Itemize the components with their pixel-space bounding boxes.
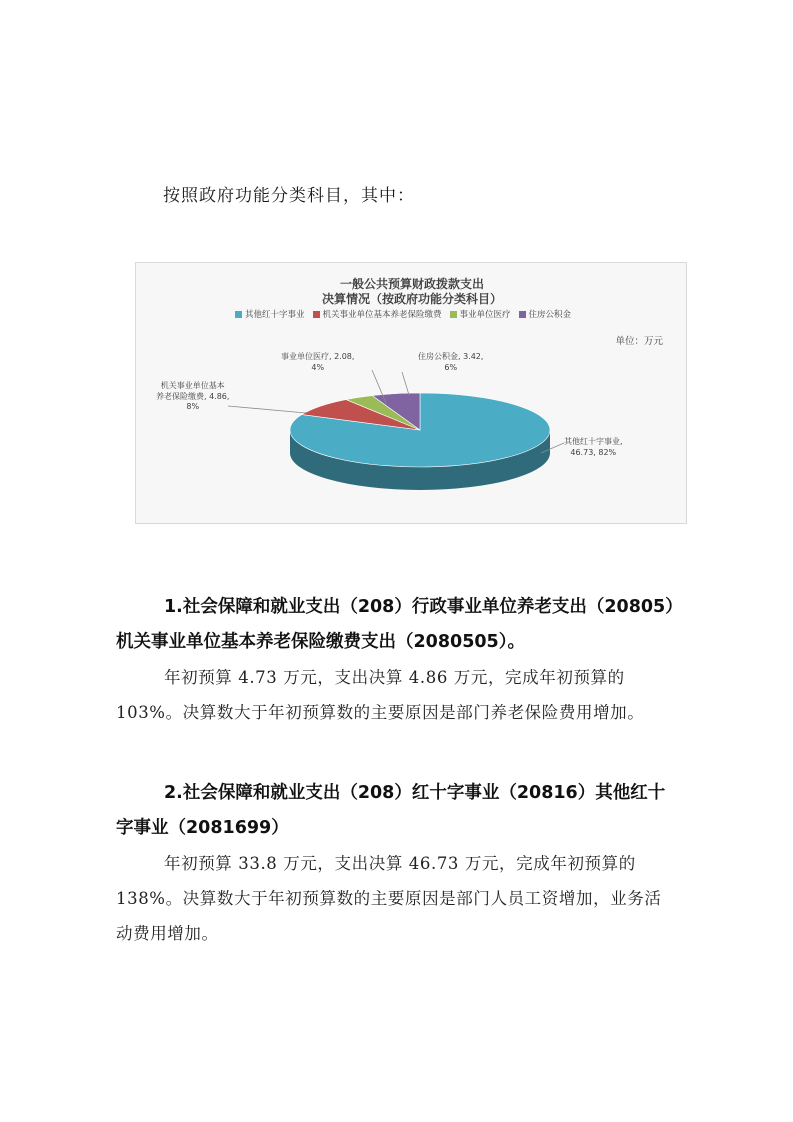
- legend-item-housing: [519, 308, 572, 320]
- data-label-text: 6%: [444, 362, 458, 372]
- legend-item-red-cross: [235, 308, 305, 320]
- legend-item-pension: [313, 308, 442, 320]
- data-label-text: 住房公积金, 3.42,: [418, 352, 484, 361]
- data-label-text: 养老保险缴费, 4.86,: [156, 391, 230, 401]
- leader-line: [402, 372, 409, 395]
- legend-swatch: [235, 311, 242, 318]
- legend-item-medical: [450, 308, 511, 320]
- section-heading: 1.社会保障和就业支出（208）行政事业单位养老支出（20805）机关事业单位基本养老保险缴费支出（2080505）。: [116, 597, 674, 652]
- legend-swatch: [519, 311, 526, 318]
- leader-line: [228, 406, 306, 413]
- data-label-text: 其他红十字事业,: [564, 437, 623, 446]
- data-label-text: 8%: [186, 402, 200, 411]
- section-pension: [116, 590, 676, 730]
- legend-swatch: [450, 311, 457, 318]
- section-body: 年初预算 4.73 万元，支出决算 4.86 万元，完成年初预算的 103%。决算数大于年初预算数的主要原因是部门养老保险费用增加。: [116, 668, 645, 722]
- data-label-text: 4%: [311, 362, 325, 372]
- data-label-text: 机关事业单位基本: [160, 381, 225, 390]
- chart-title-line1: 一般公共预算财政拨款支出: [339, 277, 484, 291]
- legend-label: 事业单位医疗: [459, 310, 511, 320]
- data-label-medical: [281, 352, 354, 373]
- data-label-text: 46.73, 82%: [570, 447, 617, 457]
- section-body: 年初预算 33.8 万元，支出决算 46.73 万元，完成年初预算的 138%。决算数大于年初预算数的主要原因是部门人员工资增加，业务活动费用增加。: [116, 854, 662, 943]
- chart-title-line2: 决算情况（按政府功能分类科目）: [321, 292, 502, 306]
- data-label-text: 事业单位医疗, 2.08,: [281, 352, 355, 361]
- section-heading: 2.社会保障和就业支出（208）红十字事业（20816）其他红十字事业（2081699）: [116, 783, 666, 838]
- chart-unit: 单位：万元: [615, 336, 663, 347]
- data-label-housing: [418, 352, 483, 373]
- data-label-pension: [156, 381, 229, 413]
- data-label-red-cross: [564, 437, 623, 458]
- section-red-cross: [116, 776, 676, 951]
- legend-swatch: [313, 311, 320, 318]
- legend-label: 其他红十字事业: [245, 310, 305, 320]
- pie-chart: [135, 262, 687, 524]
- legend-label: 住房公积金: [528, 310, 572, 320]
- chart-legend: [235, 308, 571, 320]
- legend-label: 机关事业单位基本养老保险缴费: [322, 310, 442, 320]
- intro-text: 按照政府功能分类科目，其中：: [163, 186, 415, 206]
